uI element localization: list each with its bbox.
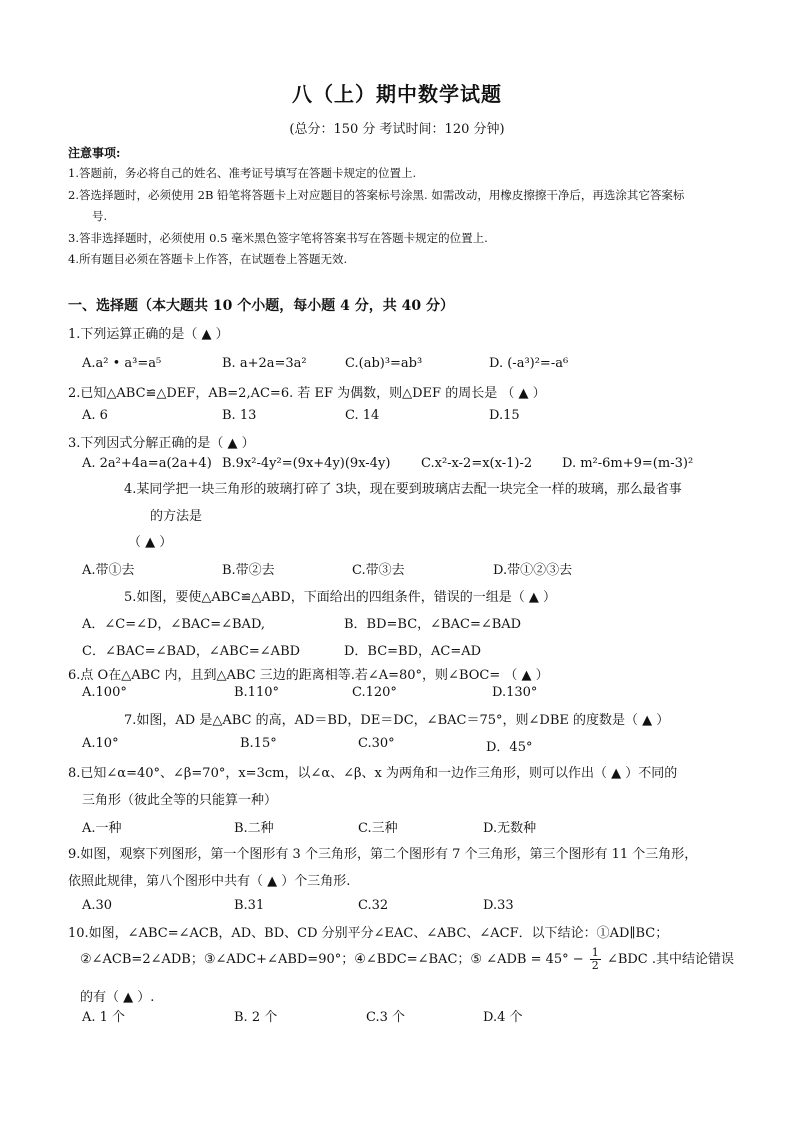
- option-c: C．∠BAC=∠BAD，∠ABC=∠ABD: [82, 644, 301, 659]
- option-c: C.3 个: [366, 1010, 406, 1025]
- option-b: B.带②去: [222, 563, 275, 578]
- option-d: D. (-a³)²=-a⁶: [489, 356, 569, 371]
- question-stem: 6.点 O在△ABC 内，且到△ABC 三边的距离相等.若∠A=80°，则∠BOC= （ ▲ ）: [68, 668, 549, 683]
- option-b: B.110°: [234, 685, 279, 700]
- note-item: 2.答选择题时，必须使用 2B 铅笔将答题卡上对应题目的答案标号涂黑. 如需改动，用橡皮擦擦干净后，再选涂其它答案标: [68, 188, 685, 202]
- option-b: B.15°: [240, 736, 277, 751]
- option-c: C.(ab)³=ab³: [345, 356, 423, 371]
- conclusions-text-end: ∠BDC .其中结论错误: [606, 952, 735, 967]
- option-c: C.x²-x-2=x(x-1)-2: [421, 456, 533, 471]
- option-c: C. 14: [345, 408, 380, 423]
- answer-blank: （ ▲ ）: [128, 535, 173, 550]
- conclusions-line: [80, 947, 734, 972]
- option-c: C.32: [358, 898, 389, 913]
- option-a: A. 2a²+4a=a(2a+4): [82, 456, 212, 471]
- option-b: B.二种: [234, 821, 274, 836]
- option-a: A.a² • a³=a⁵: [82, 356, 162, 371]
- question-stem: 2.已知△ABC≌△DEF，AB=2,AC=6. 若 EF 为偶数，则△DEF 的周长是 （ ▲ ）: [68, 386, 546, 401]
- exam-info: (总分：150 分 考试时间：120 分钟): [289, 122, 505, 137]
- question-stem: 7.如图，AD 是△ABC 的高，AD＝BD，DE＝DC，∠BAC＝75°，则∠DBE 的度数是（ ▲ ）: [124, 713, 670, 728]
- note-item: 4.所有题目必须在答题卡上作答，在试题卷上答题无效.: [68, 252, 348, 266]
- question-stem-cont: 依照此规律，第八个图形中共有（ ▲ ）个三角形.: [68, 874, 351, 889]
- question-stem-cont: 三角形（彼此全等的只能算一种）: [82, 793, 278, 808]
- conclusions-text: ②∠ACB=2∠ADB；③∠ADC+∠ABD=90°；④∠BDC=∠BAC；⑤ ∠ADB = 45° −: [80, 952, 584, 967]
- question-stem: 9.如图，观察下列图形，第一个图形有 3 个三角形，第二个图形有 7 个三角形，第三个图形有 11 个三角形，: [68, 847, 698, 862]
- option-c: C.30°: [358, 736, 395, 751]
- option-b: B. 2 个: [234, 1010, 278, 1025]
- question-stem: 5.如图，要使△ABC≌△ABD，下面给出的四组条件，错误的一组是（ ▲ ）: [124, 590, 557, 605]
- option-b: B.31: [234, 898, 265, 913]
- option-a: A. 6: [82, 408, 108, 423]
- notes-heading: 注意事项:: [68, 146, 121, 160]
- question-stem-cont: 的方法是: [150, 509, 203, 524]
- question-stem: 3.下列因式分解正确的是（ ▲ ）: [68, 436, 255, 451]
- note-item: 号.: [92, 209, 108, 223]
- option-d: D．BC=BD，AC=AD: [344, 644, 482, 659]
- option-c: C.三种: [358, 821, 398, 836]
- option-d: D.33: [483, 898, 514, 913]
- option-d: D.15: [489, 408, 520, 423]
- fraction-numerator: 1: [591, 946, 599, 959]
- option-d: D.带①②③去: [493, 563, 573, 578]
- option-d: D.130°: [492, 685, 538, 700]
- option-d: D．45°: [486, 740, 533, 755]
- note-item: 3.答非选择题时，必须使用 0.5 毫米黑色签字笔将答案书写在答题卡规定的位置上.: [68, 231, 488, 245]
- option-b: B. a+2a=3a²: [222, 356, 307, 371]
- option-a: A．∠C=∠D，∠BAC=∠BAD,: [82, 617, 266, 632]
- section-title: 一、选择题（本大题共 10 个小题，每小题 4 分，共 40 分）: [68, 298, 454, 314]
- option-c: C.120°: [352, 685, 397, 700]
- option-a: A.一种: [82, 821, 122, 836]
- option-a: A.30: [82, 898, 113, 913]
- option-a: A.带①去: [82, 563, 135, 578]
- question-stem: 10.如图，∠ABC=∠ACB，AD、BD、CD 分别平分∠EAC、∠ABC、∠ACF．以下结论：①AD∥BC；: [68, 926, 669, 941]
- page-title: 八（上）期中数学试题: [292, 82, 502, 106]
- option-b: B．BD=BC，∠BAC=∠BAD: [344, 617, 522, 632]
- fraction-denominator: 2: [591, 959, 599, 972]
- option-b: B. 13: [222, 408, 257, 423]
- option-b: B.9x²-4y²=(9x+4y)(9x-4y): [222, 456, 391, 471]
- option-a: A. 1 个: [82, 1010, 126, 1025]
- question-stem: 4.某同学把一块三角形的玻璃打碎了 3块，现在要到玻璃店去配一块完全一样的玻璃，那么最省事: [124, 482, 682, 497]
- option-c: C.带③去: [352, 563, 405, 578]
- answer-blank: 的有（ ▲ ）.: [80, 990, 155, 1005]
- question-stem: 8.已知∠α=40°、∠β=70°，x=3cm，以∠α、∠β、x 为两角和一边作三角形，则可以作出（ ▲ ）不同的: [68, 766, 678, 781]
- option-a: A.10°: [82, 736, 119, 751]
- option-a: A.100°: [82, 685, 127, 700]
- option-d: D. m²-6m+9=(m-3)²: [562, 456, 694, 471]
- note-item: 1.答题前，务必将自己的姓名、准考证号填写在答题卡规定的位置上.: [68, 166, 417, 180]
- fraction-half: [590, 947, 601, 972]
- option-d: D.无数种: [483, 821, 537, 836]
- question-stem: 1.下列运算正确的是（ ▲ ）: [68, 327, 229, 342]
- option-d: D.4 个: [483, 1010, 523, 1025]
